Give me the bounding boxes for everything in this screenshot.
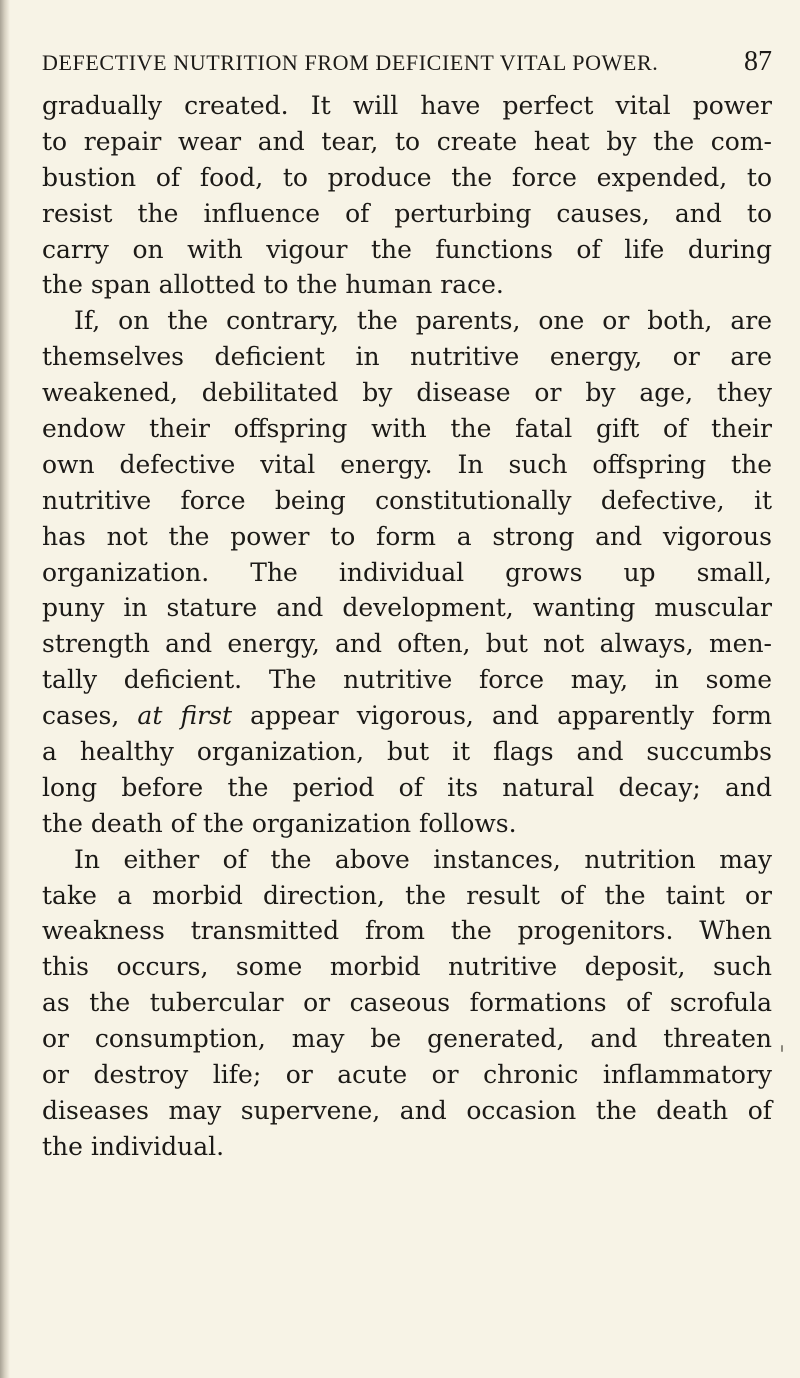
text-line: diseases may supervene, and occasion the death of [42,1095,772,1125]
text-line: a healthy organization, but it flags and succumbs [42,737,772,767]
text-line: this occurs, some morbid nutritive deposit, such [42,952,772,982]
text-line: puny in stature and development, wanting muscular [42,593,772,623]
text-line: tally deficient. The nutritive force may, in some [42,665,772,695]
text-line: strength and energy, and often, but not always, men- [42,629,772,659]
text-line: themselves deficient in nutritive energy, or are [42,342,772,372]
text-line: own defective vital energy. In such offspring the [42,449,772,479]
text-line: If, on the contrary, the parents, one or both, are [74,306,772,336]
text-segment: cases, [42,701,138,731]
text-line: resist the influence of perturbing causes, and to [42,198,772,228]
text-line: organization. The individual grows up small, [42,557,772,587]
text-line: as the tubercular or caseous formations of scrofula [42,988,772,1018]
body-text [42,88,772,1165]
page-binding-edge [0,0,10,1378]
text-segment: appear vigorous, and apparently form [232,701,772,731]
running-head-title: DEFECTIVE NUTRITION FROM DEFICIENT VITAL POWER. [42,50,659,75]
running-head [42,46,772,86]
text-line: take a morbid direction, the result of the taint or [42,880,772,910]
text-line: the death of the organization follows. [42,808,517,838]
text-line: the span allotted to the human race. [42,270,504,300]
book-page [42,46,772,1165]
text-line: In either of the above instances, nutrition may [74,844,772,874]
text-line: weakened, debilitated by disease or by age, they [42,378,772,408]
text-line: long before the period of its natural decay; and [42,772,772,802]
text-line: weakness transmitted from the progenitors. When [42,916,772,946]
page-number: 87 [744,46,772,77]
text-line: bustion of food, to produce the force expended, to [42,162,772,192]
text-line-with-italic [42,698,772,734]
text-line: has not the power to form a strong and vigorous [42,521,772,551]
text-line: or destroy life; or acute or chronic inflammatory [42,1060,772,1090]
text-line: carry on with vigour the functions of life during [42,234,772,264]
text-line: nutritive force being constitutionally defective, it [42,485,772,515]
ink-speck [781,1045,783,1052]
text-line: endow their offspring with the fatal gift of their [42,414,772,444]
italic-emphasis: at first [137,701,232,731]
text-line: gradually created. It will have perfect vital power [42,91,772,120]
text-line: the individual. [42,1131,225,1161]
text-line: to repair wear and tear, to create heat by the com- [42,126,772,156]
text-line: or consumption, may be generated, and threaten [42,1024,772,1054]
